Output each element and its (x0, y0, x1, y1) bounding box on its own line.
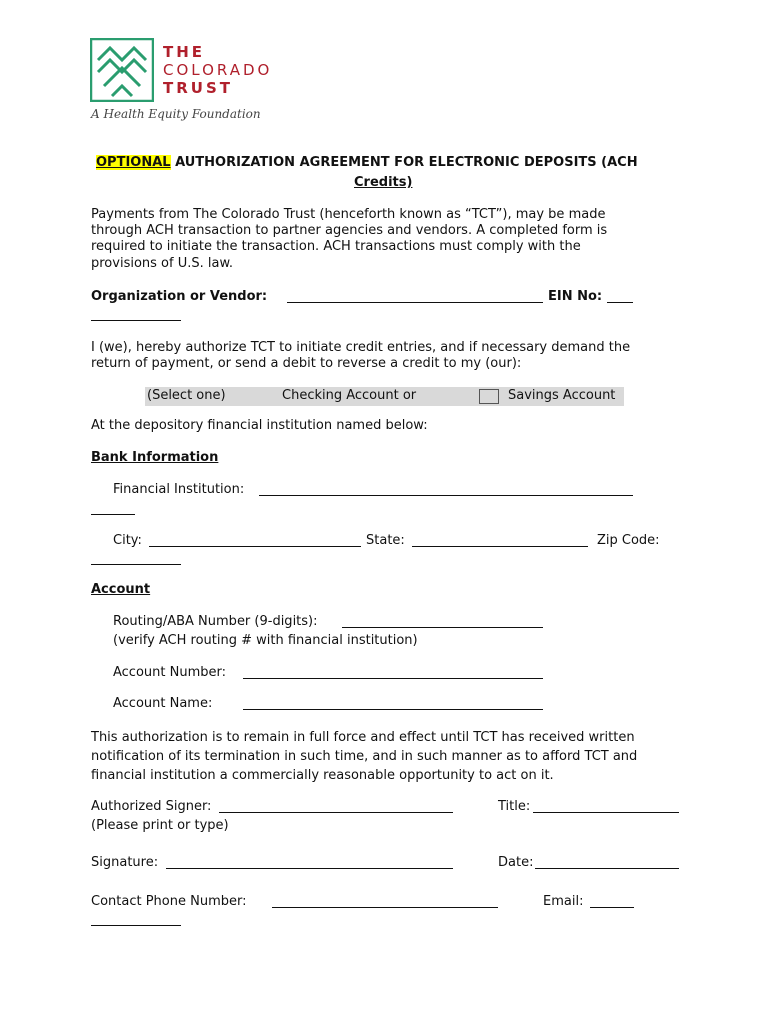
email-field[interactable] (590, 895, 634, 908)
account-heading: Account (91, 582, 151, 597)
financial-institution-field[interactable] (259, 483, 633, 496)
account-name-field[interactable] (243, 697, 543, 710)
account-name-label: Account Name: (113, 696, 213, 711)
colorado-trust-logo-mark (90, 38, 154, 102)
state-field[interactable] (412, 534, 588, 547)
print-or-type-note: (Please print or type) (91, 818, 229, 833)
bank-information-heading: Bank Information (91, 450, 219, 465)
intro-line-4: provisions of U.S. law. (91, 256, 234, 271)
zip-code-label: Zip Code: (597, 533, 660, 548)
document-title-line2: Credits) (354, 175, 413, 190)
logo-word-colorado: COLORADO (163, 61, 273, 79)
depository-text: At the depository financial institution named below: (91, 418, 428, 433)
title-label: Title: (498, 799, 531, 814)
intro-line-1: Payments from The Colorado Trust (henceforth known as “TCT”), may be made (91, 207, 606, 222)
intro-line-2: through ACH transaction to partner agencies and vendors. A completed form is (91, 223, 608, 238)
optional-highlight: OPTIONAL (96, 155, 171, 170)
checking-account-option[interactable]: Checking Account or (282, 388, 417, 403)
date-field[interactable] (535, 856, 679, 869)
zip-code-field[interactable] (91, 552, 181, 565)
account-number-field[interactable] (243, 666, 543, 679)
authorize-line-2: return of payment, or send a debit to reverse a credit to my (our): (91, 356, 522, 371)
authorized-signer-field[interactable] (219, 800, 453, 813)
org-vendor-field[interactable] (287, 290, 543, 303)
state-label: State: (366, 533, 405, 548)
account-type-select[interactable] (145, 387, 624, 406)
document-title-line1: OPTIONAL AUTHORIZATION AGREEMENT FOR ELECTRONIC DEPOSITS (ACH (96, 155, 638, 170)
email-field-continued[interactable] (91, 913, 181, 926)
city-field[interactable] (149, 534, 361, 547)
ein-field-continued[interactable] (91, 308, 181, 321)
financial-institution-label: Financial Institution: (113, 482, 245, 497)
ein-label: EIN No: (548, 289, 603, 304)
savings-account-option[interactable]: Savings Account (508, 388, 616, 403)
contact-phone-field[interactable] (272, 895, 498, 908)
intro-line-3: required to initiate the transaction. ACH transactions must comply with the (91, 239, 581, 254)
city-label: City: (113, 533, 142, 548)
financial-institution-field-continued[interactable] (91, 502, 135, 515)
account-number-label: Account Number: (113, 665, 226, 680)
authorized-signer-label: Authorized Signer: (91, 799, 212, 814)
org-vendor-label: Organization or Vendor: (91, 289, 268, 304)
authorization-line-3: financial institution a commercially reasonable opportunity to act on it. (91, 768, 554, 783)
date-label: Date: (498, 855, 534, 870)
authorize-line-1: I (we), hereby authorize TCT to initiate credit entries, and if necessary demand the (91, 340, 631, 355)
logo-word-the: THE (163, 43, 206, 61)
logo-word-trust: TRUST (163, 79, 233, 97)
logo-tagline: A Health Equity Foundation (91, 107, 261, 121)
signature-label: Signature: (91, 855, 159, 870)
email-label: Email: (543, 894, 584, 909)
savings-account-checkbox[interactable] (479, 389, 499, 404)
select-one-label: (Select one) (147, 388, 226, 403)
contact-phone-label: Contact Phone Number: (91, 894, 247, 909)
authorization-line-2: notification of its termination in such time, and in such manner as to afford TCT and (91, 749, 638, 764)
title-field[interactable] (533, 800, 679, 813)
routing-number-note: (verify ACH routing # with financial institution) (113, 633, 418, 648)
signature-field[interactable] (166, 856, 453, 869)
routing-number-label: Routing/ABA Number (9-digits): (113, 614, 318, 629)
routing-number-field[interactable] (342, 615, 543, 628)
authorization-line-1: This authorization is to remain in full force and effect until TCT has received written (91, 730, 635, 745)
ein-field[interactable] (607, 290, 633, 303)
